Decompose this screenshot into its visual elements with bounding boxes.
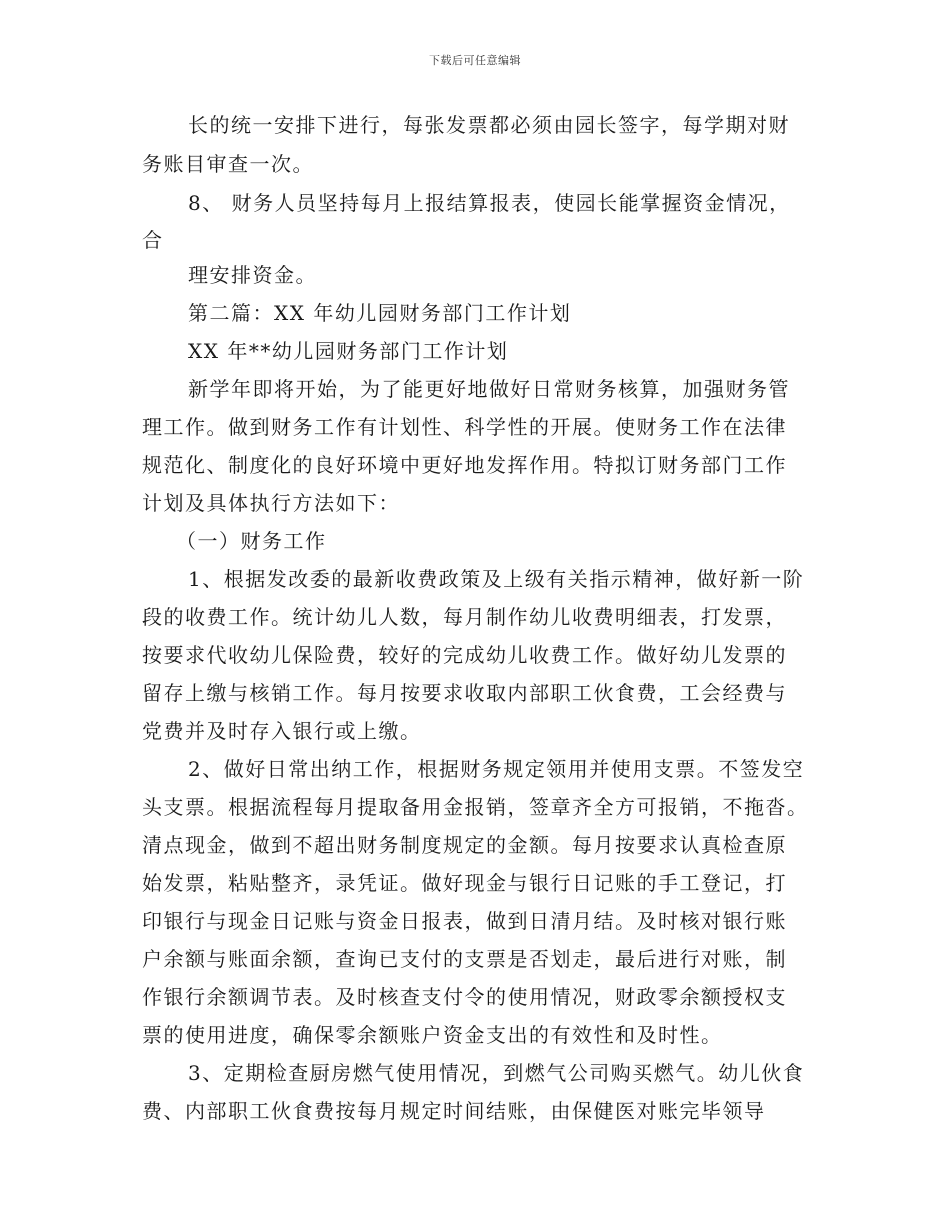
- text-line: 1、根据发改委的最新收费政策及上级有关指示精神，做好新一阶: [188, 567, 805, 591]
- page-header: 下载后可任意编辑: [429, 54, 521, 67]
- text-line: 户余额与账面余额，查询已支付的支票是否划走，最后进行对账，制: [142, 947, 787, 971]
- document-title: XX 年**幼儿园财务部门工作计划: [188, 339, 509, 363]
- text-line: 2、做好日常出纳工作，根据财务规定领用并使用支票。不签发空: [188, 757, 805, 781]
- text-line: 计划及具体执行方法如下：: [142, 491, 400, 515]
- text-line: 作银行余额调节表。及时核查支付令的使用情况，财政零余额授权支: [142, 985, 787, 1009]
- text-line: 留存上缴与核销工作。每月按要求收取内部职工伙食费，工会经费与: [142, 681, 787, 705]
- subsection-heading: （一）财务工作: [176, 529, 327, 553]
- text-line: 段的收费工作。统计幼儿人数，每月制作幼儿收费明细表，打发票，: [142, 605, 787, 629]
- text-line: 务账目审查一次。: [142, 152, 314, 176]
- text-line: 规范化、制度化的良好环境中更好地发挥作用。特拟订财务部门工作: [142, 453, 787, 477]
- text-line: 新学年即将开始，为了能更好地做好日常财务核算，加强财务管: [188, 377, 790, 401]
- text-line: 票的使用进度，确保零余额账户资金支出的有效性和及时性。: [142, 1023, 723, 1047]
- text-line: 理工作。做到财务工作有计划性、科学性的开展。使财务工作在法律: [142, 415, 787, 439]
- text-line: 费、内部职工伙食费按每月规定时间结账，由保健医对账完毕领导: [142, 1099, 766, 1123]
- text-line: 合: [142, 228, 164, 252]
- text-line: 3、定期检查厨房燃气使用情况，到燃气公司购买燃气。幼儿伙食: [188, 1061, 805, 1085]
- text-line: 清点现金，做到不超出财务制度规定的金额。每月按要求认真检查原: [142, 833, 787, 857]
- section-title: 第二篇：XX 年幼儿园财务部门工作计划: [188, 301, 572, 325]
- text-line: 党费并及时存入银行或上缴。: [142, 719, 422, 743]
- text-line: 长的统一安排下进行，每张发票都必须由园长签字，每学期对财: [188, 113, 790, 137]
- text-line: 头支票。根据流程每月提取备用金报销，签章齐全方可报销，不拖沓。: [142, 795, 809, 819]
- text-line: 8、 财务人员坚持每月上报结算报表，使园长能掌握资金情况，: [188, 191, 791, 215]
- text-line: 理安排资金。: [188, 263, 317, 287]
- text-line: 始发票，粘贴整齐，录凭证。做好现金与银行日记账的手工登记，打: [142, 871, 787, 895]
- text-line: 印银行与现金日记账与资金日报表，做到日清月结。及时核对银行账: [142, 909, 787, 933]
- text-line: 按要求代收幼儿保险费，较好的完成幼儿收费工作。做好幼儿发票的: [142, 643, 787, 667]
